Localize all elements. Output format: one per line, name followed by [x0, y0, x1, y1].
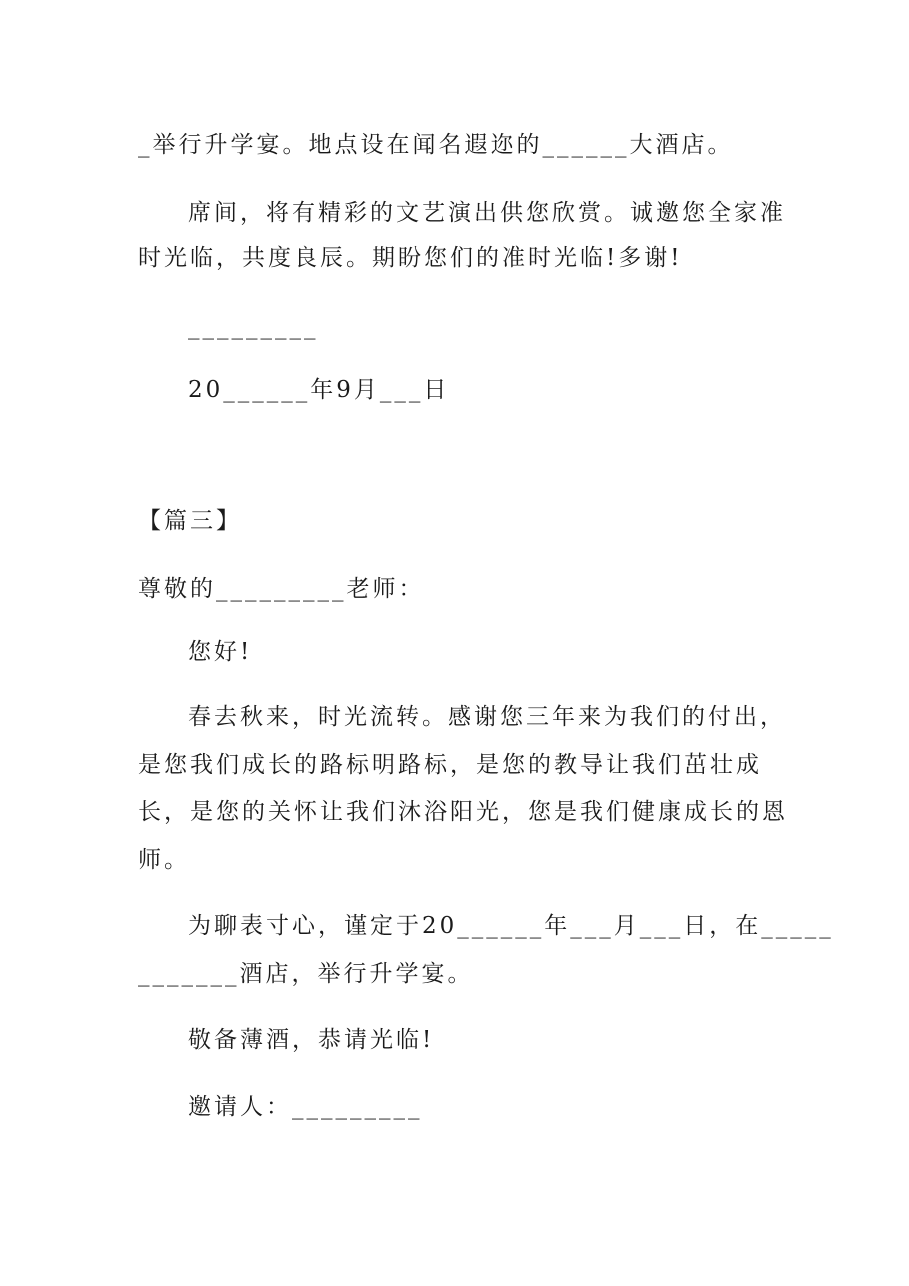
invite-paragraph-line-2: 时光临，共度良辰。期盼您们的准时光临!多谢!	[138, 245, 683, 271]
paragraph-1-line-2: 是您我们成长的路标明路标，是您的教导让我们茁壮成	[138, 752, 762, 778]
paragraph-1-line-4: 师。	[138, 847, 190, 873]
paragraph-2-line-1: 为聊表寸心，谨定于20______年___月___日，在_____	[188, 913, 834, 939]
section-heading: 【篇三】	[138, 508, 242, 534]
closing-line: 敬备薄酒，恭请光临!	[188, 1027, 435, 1053]
paragraph-1-line-3: 长，是您的关怀让我们沐浴阳光，您是我们健康成长的恩	[138, 799, 788, 825]
invite-paragraph-line-1: 席间，将有精彩的文艺演出供您欣赏。诚邀您全家准	[188, 200, 786, 226]
salutation: 尊敬的_________老师：	[138, 576, 425, 602]
venue-line: _举行升学宴。地点设在闻名遐迩的______大酒店。	[138, 132, 734, 158]
greeting: 您好!	[188, 639, 253, 665]
signature-blank: _________	[188, 314, 319, 340]
paragraph-2-line-2: _______酒店，举行升学宴。	[138, 961, 474, 987]
inviter-line: 邀请人：_________	[188, 1094, 423, 1120]
paragraph-1-line-1: 春去秋来，时光流转。感谢您三年来为我们的付出，	[188, 704, 786, 730]
date-line: 20______年9月___日	[188, 377, 450, 403]
